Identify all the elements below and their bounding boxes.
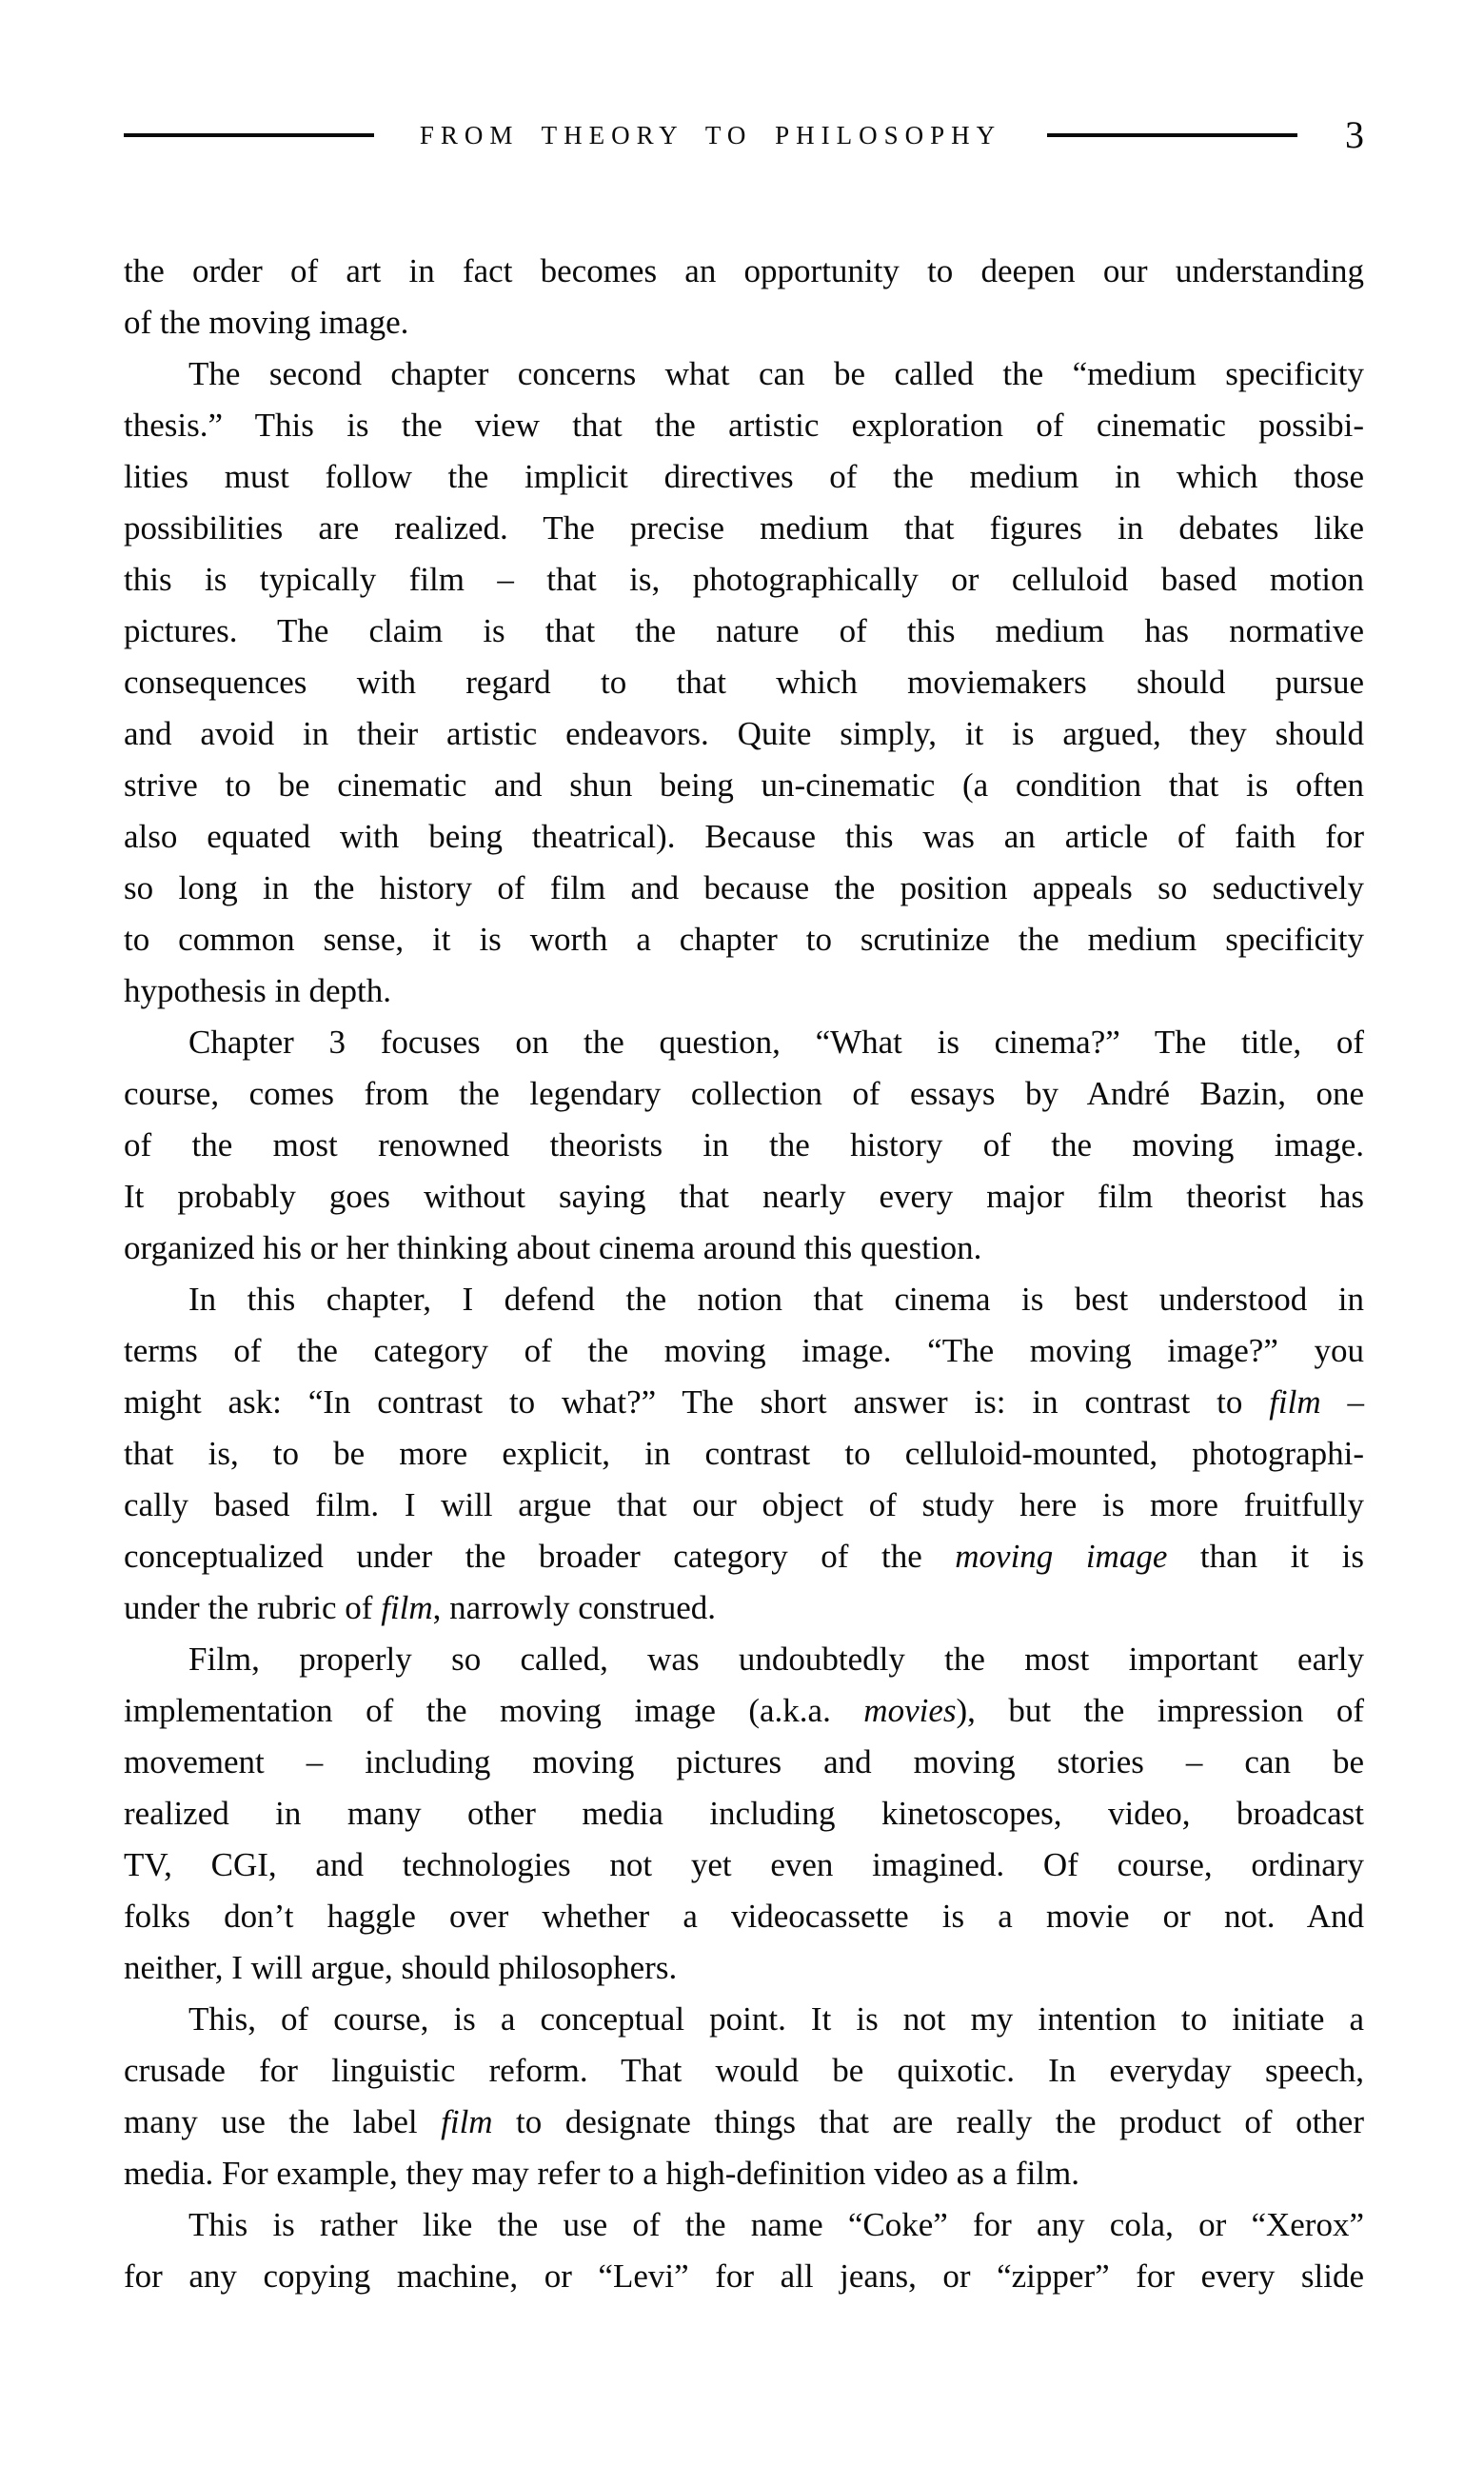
text-line: thesis.” This is the view that the artistic exploration of cinematic possibi-	[124, 407, 1364, 444]
paragraph	[124, 2199, 1364, 2302]
text-line: media. For example, they may refer to a high-definition video as a film.	[124, 2155, 1079, 2192]
text-line: folks don’t haggle over whether a videocassette is a movie or not. And	[124, 1898, 1364, 1935]
text-line: consequences with regard to that which moviemakers should pursue	[124, 664, 1364, 701]
text-line: crusade for linguistic reform. That would be quixotic. In everyday speech,	[124, 2052, 1364, 2089]
text-line: and avoid in their artistic endeavors. Quite simply, it is argued, they should	[124, 715, 1364, 752]
text-line: cally based film. I will argue that our object of study here is more fruitfully	[124, 1486, 1364, 1523]
text-line: hypothesis in depth.	[124, 972, 391, 1009]
page-number: 3	[1345, 113, 1364, 156]
paragraph	[124, 1274, 1364, 1634]
text-line: course, comes from the legendary collection of essays by André Bazin, one	[124, 1075, 1364, 1112]
text-line: that is, to be more explicit, in contrast to celluloid-mounted, photographi-	[124, 1435, 1364, 1472]
text-line: Chapter 3 focuses on the question, “What is cinema?” The title, of	[188, 1024, 1364, 1061]
text-line: Film, properly so called, was undoubtedly the most important early	[188, 1641, 1364, 1678]
header-rule-right	[1047, 133, 1297, 137]
text-line: realized in many other media including kinetoscopes, video, broadcast	[124, 1795, 1364, 1832]
text-line: strive to be cinematic and shun being un-cinematic (a condition that is often	[124, 766, 1364, 804]
text-line: implementation of the moving image (a.k.a. movies), but the impression of	[124, 1692, 1364, 1729]
paragraph	[124, 1634, 1364, 1994]
text-line: so long in the history of film and because the position appeals so seductively	[124, 869, 1364, 906]
text-line: terms of the category of the moving image. “The moving image?” you	[124, 1332, 1364, 1369]
text-line: neither, I will argue, should philosophers.	[124, 1949, 678, 1986]
text-line: of the moving image.	[124, 304, 409, 341]
paragraph	[124, 1017, 1364, 1274]
page-body	[124, 246, 1364, 2302]
text-line: of the most renowned theorists in the history of the moving image.	[124, 1126, 1364, 1163]
header-rule-left	[124, 133, 374, 137]
text-line: many use the label film to designate things that are really the product of other	[124, 2103, 1364, 2140]
text-line: movement – including moving pictures and moving stories – can be	[124, 1743, 1364, 1780]
text-line: It probably goes without saying that nearly every major film theorist has	[124, 1178, 1364, 1215]
text-line: the order of art in fact becomes an opportunity to deepen our understanding	[124, 252, 1364, 289]
text-line: might ask: “In contrast to what?” The short answer is: in contrast to film –	[124, 1383, 1365, 1421]
text-line: conceptualized under the broader category of the moving image than it is	[124, 1538, 1364, 1575]
text-line: for any copying machine, or “Levi” for all jeans, or “zipper” for every slide	[124, 2257, 1364, 2295]
book-page	[0, 113, 1484, 2486]
text-line: In this chapter, I defend the notion that cinema is best understood in	[188, 1281, 1364, 1318]
paragraph	[124, 1994, 1364, 2199]
text-line: The second chapter concerns what can be called the “medium specificity	[188, 355, 1364, 392]
text-line: pictures. The claim is that the nature of this medium has normative	[124, 612, 1364, 649]
text-line: this is typically film – that is, photographically or celluloid based motion	[124, 561, 1364, 598]
text-line: to common sense, it is worth a chapter to scrutinize the medium specificity	[124, 921, 1364, 958]
running-header-title: FROM THEORY TO PHILOSOPHY	[419, 120, 1002, 149]
text-line: This is rather like the use of the name “Coke” for any cola, or “Xerox”	[188, 2206, 1364, 2243]
text-line: lities must follow the implicit directives of the medium in which those	[124, 458, 1364, 495]
text-line: This, of course, is a conceptual point. It is not my intention to initiate a	[188, 2000, 1364, 2038]
text-line: TV, CGI, and technologies not yet even imagined. Of course, ordinary	[124, 1846, 1364, 1883]
paragraph	[124, 348, 1364, 1017]
text-line: also equated with being theatrical). Because this was an article of faith for	[124, 818, 1364, 855]
text-line: possibilities are realized. The precise medium that figures in debates like	[124, 509, 1364, 547]
running-header	[124, 113, 1364, 156]
text-line: under the rubric of film, narrowly construed.	[124, 1589, 717, 1626]
text-line: organized his or her thinking about cinema around this question.	[124, 1229, 982, 1266]
paragraph	[124, 246, 1364, 348]
